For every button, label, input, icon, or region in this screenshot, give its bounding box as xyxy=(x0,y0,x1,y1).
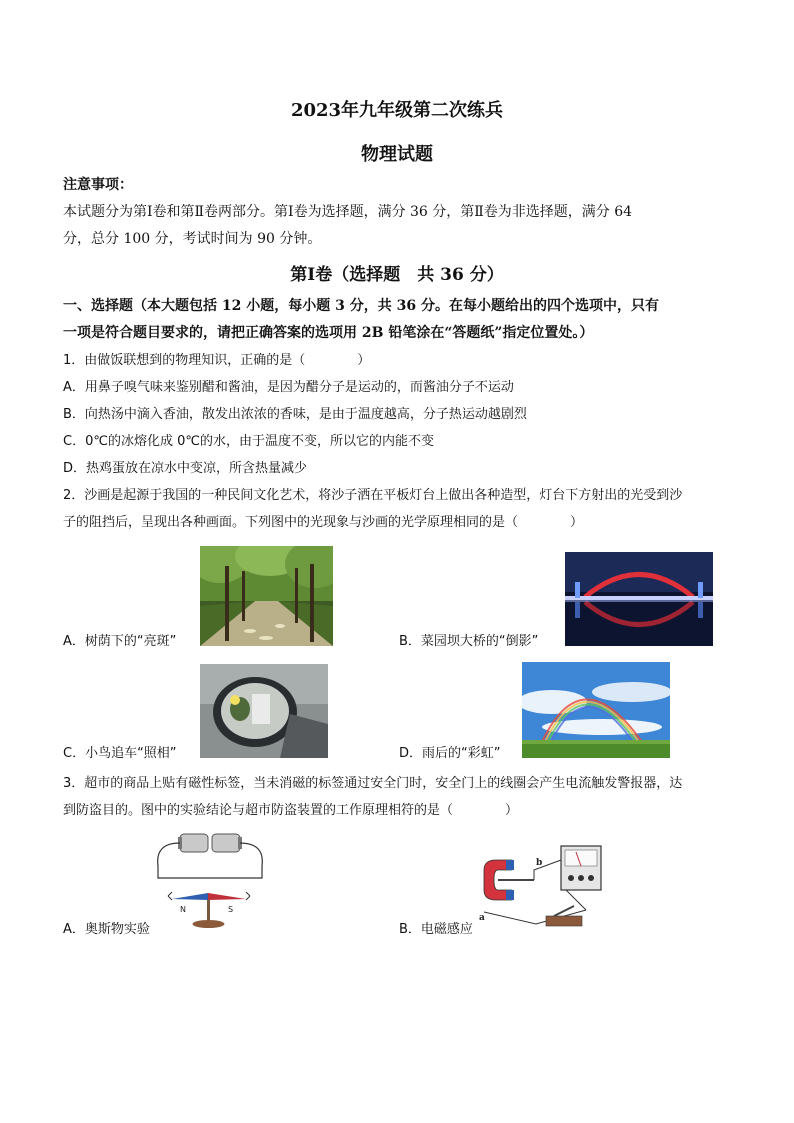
q2-stem-2: 子的阻挡后，呈现出各种画面。下列图中的光现象与沙画的光学原理相同的是（ ） xyxy=(63,515,584,530)
needle-n-label: N xyxy=(180,905,186,914)
q2-option-c: C．小鸟追车“照相” xyxy=(63,746,177,761)
oersted-experiment-diagram xyxy=(150,826,270,936)
notice-label: 注意事项： xyxy=(63,177,133,193)
exam-title: 2023年九年级第二次练兵 xyxy=(290,100,504,121)
q1-option-a: A．用鼻子嗅气味来鉴别醋和酱油，是因为醋分子是运动的，而酱油分子不运动 xyxy=(63,380,514,395)
q3-option-b: B．电磁感应 xyxy=(399,922,473,937)
q3-stem-2: 到防盗目的。图中的实验结论与超市防盗装置的工作原理相符的是（ ） xyxy=(63,803,519,818)
q2-stem-1: 2．沙画是起源于我国的一种民间文化艺术，将沙子洒在平板灯台上做出各种造型，灯台下方射出的光受到沙 xyxy=(63,488,683,503)
bridge-reflection-photo xyxy=(565,552,713,646)
notice-line-2: 分，总分 100 分，考试时间为 90 分钟。 xyxy=(63,231,322,247)
tree-shade-photo xyxy=(200,546,333,646)
point-b-label: b xyxy=(536,858,543,868)
notice-line-1: 本试题分为第Ⅰ卷和第Ⅱ卷两部分。第Ⅰ卷为选择题，满分 36 分，第Ⅱ卷为非选择题，满分 64 xyxy=(63,204,633,220)
bird-mirror-photo xyxy=(200,664,328,758)
q1-option-d: D．热鸡蛋放在凉水中变凉，所含热量减少 xyxy=(63,461,308,476)
section-instruction-2: 一项是符合题目要求的，请把正确答案的选项用 2B 铅笔涂在“答题纸”指定位置处。） xyxy=(63,325,594,341)
q1-stem: 1．由做饭联想到的物理知识，正确的是（ ） xyxy=(63,353,371,368)
point-a-label: a xyxy=(479,913,485,923)
q2-option-d: D．雨后的“彩虹” xyxy=(399,746,501,761)
q1-option-c: C．0℃的冰熔化成 0℃的水，由于温度不变，所以它的内能不变 xyxy=(63,434,434,449)
q2-option-a: A．树荫下的“亮斑” xyxy=(63,634,177,649)
q3-option-a: A．奥斯物实验 xyxy=(63,922,150,937)
section-title: 第Ⅰ卷（选择题 共 36 分） xyxy=(290,265,504,285)
rainbow-photo xyxy=(522,662,670,758)
q3-stem-1: 3．超市的商品上贴有磁性标签，当未消磁的标签通过安全门时，安全门上的线圈会产生电流触发警报器，达 xyxy=(63,776,683,791)
section-instruction-1: 一、选择题（本大题包括 12 小题，每小题 3 分，共 36 分。在每小题给出的四个选项中，只有 xyxy=(63,298,659,314)
needle-s-label: S xyxy=(228,905,234,914)
q2-option-b: B．菜园坝大桥的“倒影” xyxy=(399,634,539,649)
electromagnetic-induction-diagram xyxy=(476,840,606,936)
q1-option-b: B．向热汤中滴入香油，散发出浓浓的香味，是由于温度越高，分子热运动越剧烈 xyxy=(63,407,527,422)
exam-subject: 物理试题 xyxy=(361,144,433,165)
